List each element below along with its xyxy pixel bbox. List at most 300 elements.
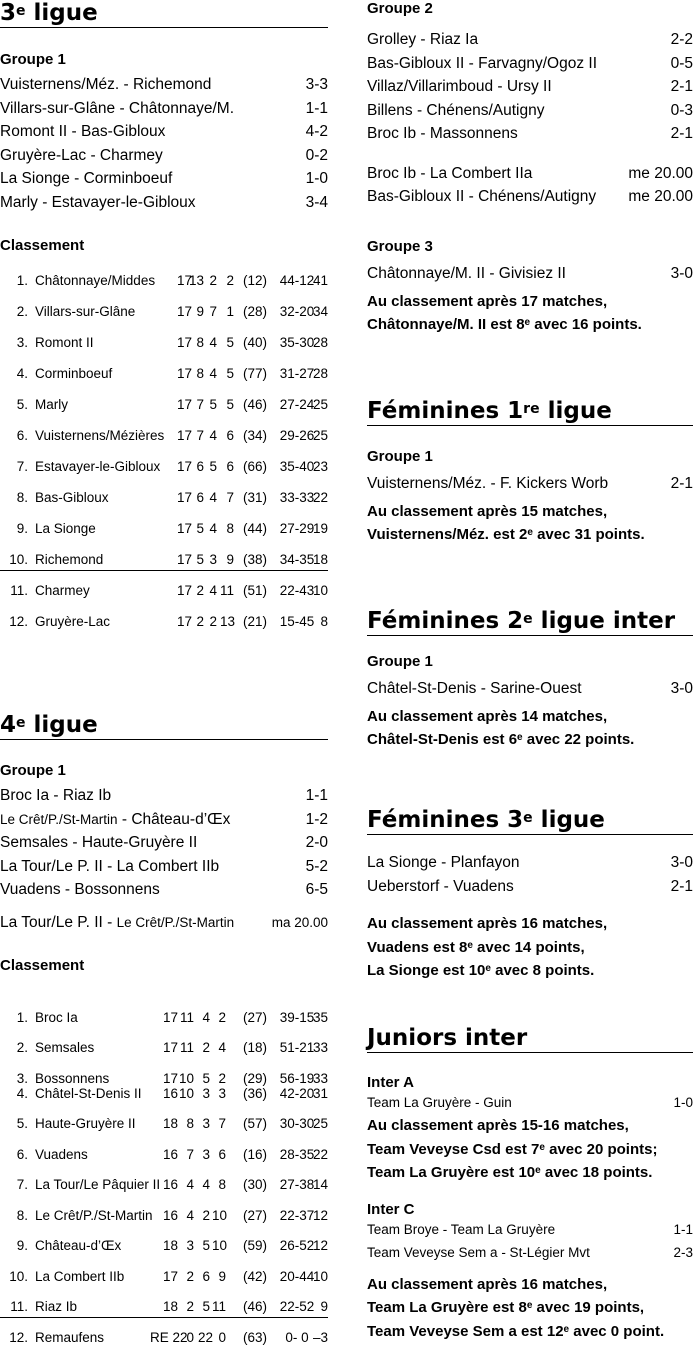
standings-cell-gd: 42-20 [279,1086,315,1101]
result-row: Châtonnaye/M. II - Givisiez II 3-0 [367,265,693,282]
standings-cell-w: 0 [186,1330,194,1345]
standings-row [0,428,328,448]
standings-cell-gd: 20-44 [279,1269,315,1284]
standings-cell-w: 13 [188,273,204,288]
standings-cell-d: 4 [209,366,217,381]
standings-cell-d: 2 [209,614,217,629]
standings-row [0,397,328,417]
standings-cell-team: Châtonnaye/Middes [35,273,156,288]
section-feminines-1re-ligue [367,398,693,547]
standings-row [0,1299,328,1319]
standings-cell-team: Bas-Gibloux [35,490,109,505]
standings-cell-l: 7 [226,490,234,505]
standings-cell-gd: 33-33 [279,490,315,505]
section-groupe-3 [367,238,693,337]
standings-cell-w: 10 [178,1086,194,1101]
standings-cell-pl: 17 [162,1040,178,1055]
ranking-note: Au classement après 15 matches, Vuisternens/Méz. est 2e avec 31 points. [367,502,645,543]
result-row: La Sionge - Planfayon 3-0 [367,854,693,871]
standings-row [0,335,328,355]
standings-row [0,1086,328,1106]
standings-cell-pl: 17 [176,428,192,443]
standings-cell-team: Richemond [35,552,104,567]
standings-cell-d: 4 [209,335,217,350]
standings-cell-d: 2 [202,1040,210,1055]
standings-cell-pen: (77) [242,366,267,381]
result-row: Vuadens - Bossonnens 6-5 [0,881,328,898]
standings-cell-rank: 8. [16,490,28,505]
group-label: Groupe 2 [367,0,433,17]
group-label: Groupe 1 [0,762,66,779]
standings-cell-pts: 25 [312,428,328,443]
results-list [367,28,693,146]
standings-cell-l: 2 [218,1071,226,1086]
standings-cell-team: Estavayer-le-Gibloux [35,459,161,474]
standings-cell-pl: 16 [162,1177,178,1192]
results-list [367,851,693,898]
result-row: Billens - Chénens/Autigny 0-3 [367,101,693,119]
standings-cell-pen: (31) [242,490,267,505]
section-title: Féminines 1re ligue [367,398,693,426]
standings-cell-rank: 9. [16,1238,28,1253]
standings-cell-gd: 27-38 [279,1177,315,1192]
standings-cell-gd: 30-30 [279,1116,315,1131]
standings-cell-gd: 0- 0 [285,1330,309,1345]
standings-row [0,1147,328,1167]
standings-cell-team: Gruyère-Lac [35,614,111,629]
standings-cell-pen: (40) [242,335,267,350]
standings-cell-pen: (30) [242,1177,267,1192]
standings-cell-rank: 12. [9,614,28,629]
standings-cell-d: 7 [209,304,217,319]
standings-cell-pl: 18 [162,1116,178,1131]
result-row: Team Veveyse Sem a - St-Légier Mvt 2-3 [367,1244,693,1260]
standings-cell-pen: (57) [242,1116,267,1131]
standings-cell-l: 5 [226,397,234,412]
result-row: Villars-sur-Glâne - Châtonnaye/M. 1-1 [0,99,328,117]
standings-cell-rank: 4. [16,366,28,381]
result-row: Grolley - Riaz Ia 2-2 [367,31,693,48]
standings-cell-pl: 17 [162,1269,178,1284]
standings-cell-pl: 17 [176,335,192,350]
standings-cell-pts: 22 [312,1147,328,1162]
standings-cell-w: 4 [186,1208,194,1223]
standings-cell-pl: RE 22 [150,1330,188,1345]
result-row: Gruyère-Lac - Charmey 0-2 [0,146,328,164]
standings-cell-pen: (44) [242,521,267,536]
standings-row [0,1238,328,1258]
standings-row [0,1177,328,1197]
standings-cell-team: Marly [35,397,68,412]
standings-cell-pen: (63) [242,1330,267,1345]
standings-cell-d: 4 [209,490,217,505]
fixture-row: Broc Ib - La Combert IIa me 20.00 [367,164,693,182]
standings-cell-w: 2 [196,583,204,598]
standings-cell-pl: 17 [162,1071,178,1086]
standings-cell-l: 9 [218,1269,226,1284]
standings-row [0,521,328,541]
standings-cell-pl: 17 [176,273,192,288]
standings-cell-pl: 18 [162,1238,178,1253]
standings-cell-d: 4 [209,521,217,536]
standings-cell-pts: 35 [312,1010,328,1025]
ranking-note: Au classement après 16 matches, Vuadens est 8e avec 14 points, La Sionge est 10e avec 8 points. [367,915,608,979]
standings-cell-l: 11 [212,1299,227,1314]
standings-row [0,490,328,510]
group-label: Groupe 3 [367,238,433,255]
standings-cell-pl: 17 [176,459,192,474]
standings-cell-w: 11 [179,1010,194,1025]
standings-cell-d: 4 [209,583,217,598]
standings-row [0,583,328,603]
section-juniors-inter [367,1025,693,1343]
standings-cell-w: 2 [186,1269,194,1284]
standings-cell-rank: 5. [16,1116,28,1131]
standings-cell-rank: 11. [10,583,28,598]
standings-cell-gd: 29-26 [279,428,315,443]
standings-cell-pen: (12) [242,273,267,288]
standings-cell-pts: 12 [312,1208,328,1223]
standings-cell-l: 10 [212,1208,228,1223]
results-list [0,73,328,214]
standings-cell-w: 9 [196,304,204,319]
standings-row [0,459,328,479]
standings-cell-pen: (66) [242,459,267,474]
standings-cell-rank: 9. [16,521,28,536]
standings-cell-w: 3 [186,1238,194,1253]
standings-cell-gd: 22-43 [279,583,315,598]
result-row: Le Crêt/P./St-Martin - Château-d’Œx 1-2 [0,810,328,828]
standings-cell-l: 6 [226,459,234,474]
standings-row [0,273,328,293]
standings-cell-pts: 25 [312,397,328,412]
classement-label: Classement [0,237,85,254]
section-title: Féminines 2e ligue inter [367,608,693,636]
standings-cell-pl: 17 [176,552,192,567]
result-row: Broc Ia - Riaz Ib 1-1 [0,787,328,804]
result-row: Semsales - Haute-Gruyère II 2-0 [0,834,328,851]
standings-cell-l: 6 [218,1147,226,1162]
standings-cell-rank: 4. [16,1086,28,1101]
standings-cell-pts: 10 [312,583,328,598]
standings-cell-w: 8 [196,335,204,350]
standings-cell-l: 5 [226,335,234,350]
standings-cell-rank: 8. [16,1208,28,1223]
standings-cell-pts: 33 [312,1071,328,1086]
result-row: Team Broye - Team La Gruyère 1-1 [367,1221,693,1237]
standings-cell-team: Vuisternens/Mézières [35,428,165,443]
standings-cell-d: 2 [209,273,217,288]
standings-cell-rank: 7. [16,459,28,474]
standings-cell-w: 6 [196,490,204,505]
result-row: La Tour/Le P. II - La Combert IIb 5-2 [0,857,328,875]
standings-cell-rank: 6. [16,1147,28,1162]
standings-cell-l: 6 [226,428,234,443]
standings-cell-team: Villars-sur-Glâne [35,304,136,319]
standings-cell-w: 5 [196,521,204,536]
result-row: La Sionge - Corminboeuf 1-0 [0,170,328,187]
standings-cell-pts: 34 [312,304,328,319]
fixture-row: La Tour/Le P. II - Le Crêt/P./St-Martin ma 20.00 [0,913,328,931]
standings-cell-pen: (16) [242,1147,267,1162]
ranking-note: Au classement après 17 matches, Châtonnaye/M. II est 8e avec 16 points. [367,292,642,333]
standings-cell-rank: 2. [16,304,28,319]
standings-cell-gd: 26-52 [279,1238,315,1253]
standings-cell-team: Le Crêt/P./St-Martin [35,1208,153,1223]
standings-cell-pl: 17 [176,366,192,381]
standings-cell-l: 11 [220,583,235,598]
standings-cell-team: Remaufens [35,1330,105,1345]
standings-cell-pts: 18 [312,552,328,567]
standings-cell-pts: 8 [320,614,328,629]
standings-cell-d: 5 [202,1238,210,1253]
standings-cell-team: Semsales [35,1040,95,1055]
standings-cell-team: Haute-Gruyère II [35,1116,136,1131]
section-title: Juniors inter [367,1025,693,1053]
standings-cell-pen: (29) [242,1071,267,1086]
standings-cell-pts: 10 [312,1269,328,1284]
standings-cell-pl: 16 [162,1208,178,1223]
standings-cell-pl: 17 [176,583,192,598]
standings-cell-pts: 19 [312,521,328,536]
standings-cell-w: 7 [196,428,204,443]
standings-cell-pen: (28) [242,304,267,319]
ranking-note: Au classement après 16 matches, Team La Gruyère est 8e avec 19 points, Team Veveyse Sem a est 12e avec 0 point. [367,1275,665,1340]
standings-cell-d: 3 [202,1147,210,1162]
standings-cell-team: Broc Ia [35,1010,78,1025]
standings-cell-pl: 16 [162,1086,178,1101]
standings-cell-l: 3 [218,1086,226,1101]
fixtures-list [367,162,693,209]
standings-cell-pl: 16 [162,1147,178,1162]
result-row: Broc Ib - Massonnens 2-1 [367,125,693,142]
standings-cell-d: 2 [202,1208,210,1223]
standings-cell-w: 8 [196,366,204,381]
fixture-row: Bas-Gibloux II - Chénens/Autigny me 20.00 [367,188,693,205]
standings-cell-l: 9 [226,552,234,567]
standings-cell-pl: 17 [176,397,192,412]
standings-row [0,1208,328,1228]
standings-cell-gd: 22-52 [279,1299,315,1314]
standings-cell-rank: 6. [16,428,28,443]
standings-cell-d: 3 [202,1086,210,1101]
standings-cell-d: 3 [209,552,217,567]
standings-cell-d: 5 [209,397,217,412]
standings-cell-w: 4 [186,1177,194,1192]
section-title: Féminines 3e ligue [367,807,693,835]
standings-cell-w: 8 [186,1116,194,1131]
group-label: Groupe 1 [367,653,433,670]
standings-cell-pen: (27) [242,1010,267,1025]
standings-cell-team: La Sionge [35,521,96,536]
standings-cell-w: 10 [178,1071,194,1086]
group-label: Inter C [367,1200,415,1218]
standings-cell-pts: 33 [312,1040,328,1055]
standings-row [0,1330,328,1350]
standings-cell-pts: 14 [312,1177,328,1192]
standings-cell-pts: 9 [320,1299,328,1314]
standings-cell-l: 2 [226,273,234,288]
standings-cell-gd: 35-40 [279,459,315,474]
standings-cell-d: 22 [198,1330,214,1345]
standings-row [0,1116,328,1136]
standings-cell-w: 7 [196,397,204,412]
standings-cell-rank: 3. [16,1071,28,1086]
standings-cell-team: Château-d’Œx [35,1238,122,1253]
standings-cell-pts: 12 [312,1238,328,1253]
standings-cell-d: 4 [202,1177,210,1192]
standings-cell-w: 5 [196,552,204,567]
standings-cell-rank: 2. [16,1040,28,1055]
standings-cell-l: 0 [218,1330,226,1345]
standings-cell-pen: (46) [242,1299,267,1314]
standings-cell-pts: 41 [312,273,328,288]
group-label: Groupe 1 [367,448,433,465]
standings-cell-pl: 17 [176,490,192,505]
group-label: Groupe 1 [0,51,66,68]
standings-cell-w: 6 [196,459,204,474]
standings-cell-rank: 7. [16,1177,28,1192]
standings-cell-pen: (21) [242,614,267,629]
results-list [0,784,328,902]
section-3e-ligue [0,0,328,254]
standings-cell-pts: –3 [312,1330,328,1345]
standings-cell-rank: 11. [10,1299,28,1314]
standings-cell-pts: 23 [312,459,328,474]
standings-cell-rank: 5. [16,397,28,412]
results-list [367,1218,693,1264]
standings-cell-l: 8 [218,1177,226,1192]
ranking-note: Au classement après 15-16 matches, Team Veveyse Csd est 7e avec 20 points; Team La Gruyère est 10e avec 18 points. [367,1117,658,1181]
standings-cell-d: 5 [209,459,217,474]
standings-cell-l: 1 [226,304,234,319]
standings-row [0,1269,328,1289]
standings-cell-l: 4 [218,1040,226,1055]
section-title: 3e ligue [0,0,328,28]
standings-cell-pen: (18) [242,1040,267,1055]
result-row: Châtel-St-Denis - Sarine-Ouest 3-0 [367,680,693,697]
standings-cell-rank: 1. [16,273,28,288]
standings-cell-l: 5 [226,366,234,381]
standings-cell-pl: 17 [176,614,192,629]
result-row: Romont II - Bas-Gibloux 4-2 [0,123,328,140]
standings-cell-pen: (59) [242,1238,267,1253]
result-row: Vuisternens/Méz. - Richemond 3-3 [0,76,328,93]
standings-cell-gd: 27-29 [279,521,315,536]
result-row: Ueberstorf - Vuadens 2-1 [367,877,693,895]
standings-cell-team: Vuadens [35,1147,88,1162]
standings-cell-gd: 56-19 [279,1071,315,1086]
standings-cell-d: 3 [202,1116,210,1131]
standings-cell-pen: (46) [242,397,267,412]
standings-cell-gd: 27-24 [279,397,315,412]
standings-cell-l: 10 [212,1238,228,1253]
standings-cell-rank: 10. [9,552,28,567]
standings-row [0,1010,328,1030]
result-row: Bas-Gibloux II - Farvagny/Ogoz II 0-5 [367,54,693,72]
standings-cell-w: 2 [186,1299,194,1314]
standings-table-4e-ligue [0,1010,328,1360]
standings-row [0,366,328,386]
standings-cell-rank: 1. [16,1010,28,1025]
section-feminines-2e-ligue-inter [367,608,693,752]
standings-cell-gd: 28-35 [279,1147,315,1162]
section-title: 4e ligue [0,712,328,740]
standings-cell-rank: 12. [9,1330,28,1345]
standings-row [0,304,328,324]
standings-cell-pen: (36) [242,1086,267,1101]
standings-cell-gd: 39-15 [279,1010,315,1025]
standings-cell-d: 4 [202,1010,210,1025]
standings-cell-pl: 17 [162,1010,178,1025]
standings-cell-gd: 31-27 [279,366,315,381]
standings-cell-w: 7 [186,1147,194,1162]
standings-cell-gd: 15-45 [279,614,315,629]
standings-cell-pl: 17 [176,521,192,536]
classement-label: Classement [0,957,85,974]
standings-cell-gd: 22-37 [279,1208,315,1223]
standings-cell-d: 4 [209,428,217,443]
result-row: Vuisternens/Méz. - F. Kickers Worb 2-1 [367,475,693,492]
standings-cell-pts: 28 [312,335,328,350]
standings-cell-d: 6 [202,1269,210,1284]
standings-cell-w: 11 [179,1040,194,1055]
standings-cell-pts: 31 [312,1086,328,1101]
standings-cell-pen: (27) [242,1208,267,1223]
standings-cell-pts: 25 [312,1116,328,1131]
standings-cell-team: Châtel-St-Denis II [35,1086,142,1101]
standings-cell-team: Romont II [35,335,94,350]
standings-cell-team: Riaz Ib [35,1299,78,1314]
standings-cell-d: 5 [202,1071,210,1086]
standings-cell-w: 2 [196,614,204,629]
standings-cell-team: Corminboeuf [35,366,113,381]
standings-cell-rank: 3. [16,335,28,350]
standings-cell-pen: (42) [242,1269,267,1284]
section-groupe-2 [367,0,693,209]
standings-cell-pl: 18 [162,1299,178,1314]
standings-cell-team: La Tour/Le Pâquier II [35,1177,161,1192]
result-row: Marly - Estavayer-le-Gibloux 3-4 [0,193,328,211]
standings-cell-rank: 10. [9,1269,28,1284]
standings-cell-team: La Combert IIb [35,1269,125,1284]
standings-cell-l: 7 [218,1116,226,1131]
standings-row [0,614,328,634]
group-label: Inter A [367,1074,414,1091]
standings-cell-pen: (34) [242,428,267,443]
result-row: Team La Gruyère - Guin 1-0 [367,1095,693,1110]
standings-cell-pts: 28 [312,366,328,381]
standings-cell-l: 13 [220,614,236,629]
standings-cell-team: Charmey [35,583,90,598]
standings-cell-team: Bossonnens [35,1071,110,1086]
standings-cell-gd: 44-12 [279,273,315,288]
section-feminines-3e-ligue [367,807,693,983]
standings-row [0,552,328,572]
standings-cell-gd: 34-35 [279,552,315,567]
standings-cell-gd: 51-21 [279,1040,315,1055]
standings-cell-gd: 32-20 [279,304,315,319]
standings-cell-pl: 17 [176,304,192,319]
result-row: Villaz/Villarimboud - Ursy II 2-1 [367,78,693,95]
standings-cell-d: 5 [202,1299,210,1314]
standings-cell-pts: 22 [312,490,328,505]
ranking-note: Au classement après 14 matches, Châtel-St-Denis est 6e avec 22 points. [367,707,635,748]
standings-cell-l: 8 [226,521,234,536]
standings-row [0,1040,328,1060]
standings-cell-l: 2 [218,1010,226,1025]
standings-table-3e-ligue [0,273,328,643]
